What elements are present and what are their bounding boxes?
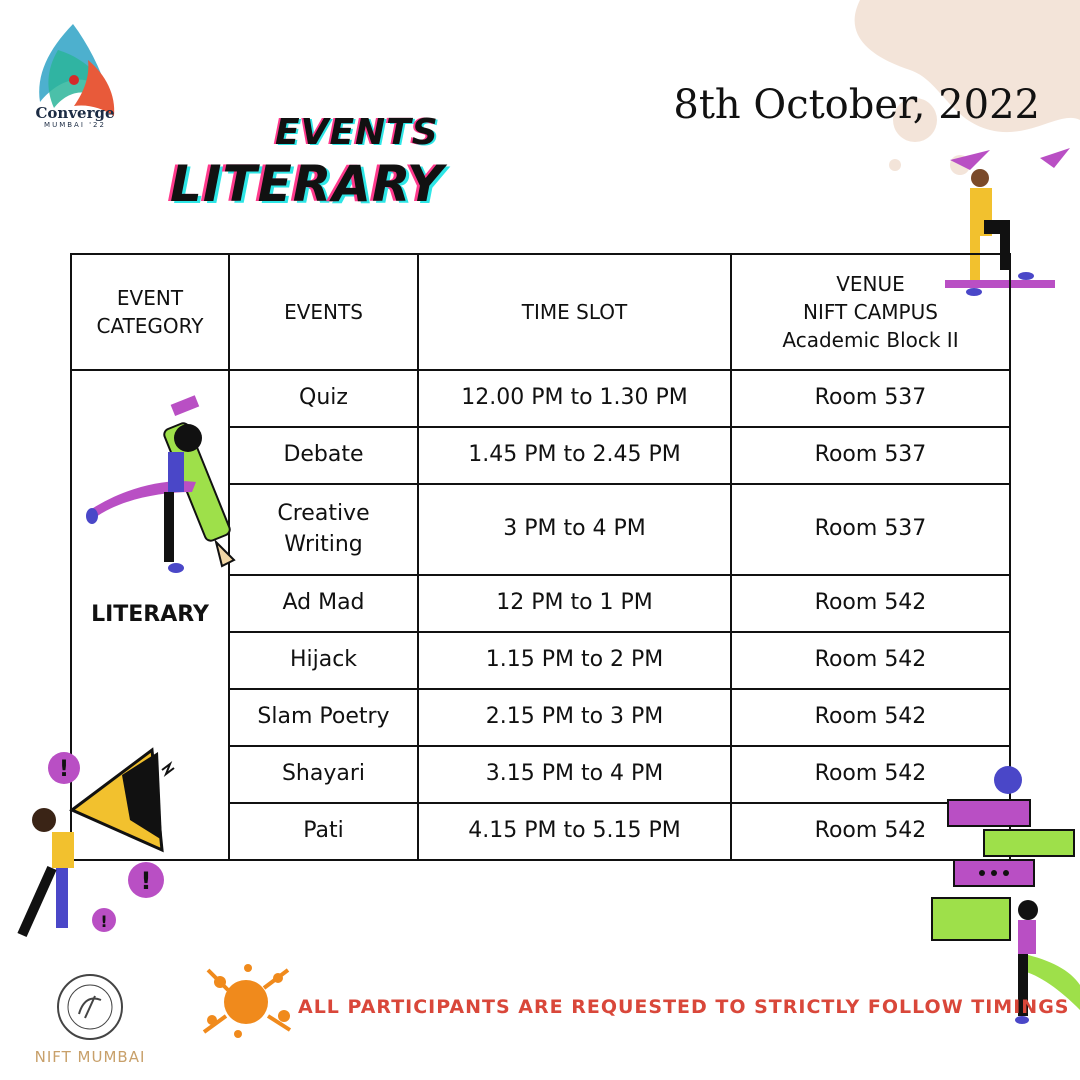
- header-venue: [731, 254, 1010, 370]
- timing-notice: ALL PARTICIPANTS ARE REQUESTED TO STRICTLY FOLLOW TIMINGS: [298, 996, 1070, 1018]
- time-slot: 3.15 PM to 4 PM: [418, 746, 731, 803]
- venue-room: Room 537: [731, 484, 1010, 575]
- header-venue-line3: Academic Block II: [782, 328, 959, 352]
- event-name-line1: Creative: [277, 500, 370, 526]
- header-event-category: [71, 254, 229, 370]
- venue-room: Room 542: [731, 575, 1010, 632]
- venue-room: Room 537: [731, 370, 1010, 427]
- table-header-row: [71, 254, 1010, 370]
- svg-text:!: !: [140, 867, 152, 895]
- time-slot: 2.15 PM to 3 PM: [418, 689, 731, 746]
- institution-name: NIFT MUMBAI: [34, 1048, 146, 1066]
- venue-room: Room 537: [731, 427, 1010, 484]
- logo-subtitle: MUMBAI '22: [44, 121, 106, 129]
- heading-literary: LITERARY: [170, 155, 445, 213]
- event-name: Slam Poetry: [229, 689, 418, 746]
- category-label: LITERARY: [91, 601, 209, 627]
- paint-splat: [198, 960, 294, 1040]
- time-slot: 12.00 PM to 1.30 PM: [418, 370, 731, 427]
- header-venue-line2: NIFT CAMPUS: [803, 300, 938, 324]
- svg-text:!: !: [58, 757, 70, 782]
- event-date: 8th October, 2022: [673, 82, 1040, 128]
- header-venue-line1: VENUE: [836, 272, 905, 296]
- heading-events: EVENTS: [275, 112, 439, 153]
- paper-plane-icon: [1040, 148, 1070, 168]
- time-slot: 4.15 PM to 5.15 PM: [418, 803, 731, 860]
- time-slot: 3 PM to 4 PM: [418, 484, 731, 575]
- header-category-line2: CATEGORY: [96, 314, 204, 338]
- header-category-line1: EVENT: [116, 286, 184, 310]
- event-name: Debate: [229, 427, 418, 484]
- chat-bubbles-illustration: [920, 760, 1080, 1030]
- event-name: Shayari: [229, 746, 418, 803]
- event-name: Hijack: [229, 632, 418, 689]
- venue-room: Room 542: [731, 746, 1010, 803]
- nift-seal: [55, 972, 125, 1042]
- pencil-illustration: [84, 392, 252, 582]
- event-name: [229, 484, 418, 575]
- event-name-line2: Writing: [284, 531, 363, 557]
- header-events: EVENTS: [229, 254, 418, 370]
- time-slot: 1.45 PM to 2.45 PM: [418, 427, 731, 484]
- venue-room: Room 542: [731, 632, 1010, 689]
- event-name: Ad Mad: [229, 575, 418, 632]
- paper-plane-icon: [950, 150, 990, 170]
- svg-text:!: !: [100, 912, 108, 931]
- megaphone-illustration: [12, 740, 192, 950]
- event-name: Pati: [229, 803, 418, 860]
- time-slot: 12 PM to 1 PM: [418, 575, 731, 632]
- event-name: Quiz: [229, 370, 418, 427]
- venue-room: Room 542: [731, 689, 1010, 746]
- logo-wordmark: Converge: [35, 104, 115, 122]
- time-slot: 1.15 PM to 2 PM: [418, 632, 731, 689]
- header-time-slot: TIME SLOT: [418, 254, 731, 370]
- venue-room: Room 542: [731, 803, 1010, 860]
